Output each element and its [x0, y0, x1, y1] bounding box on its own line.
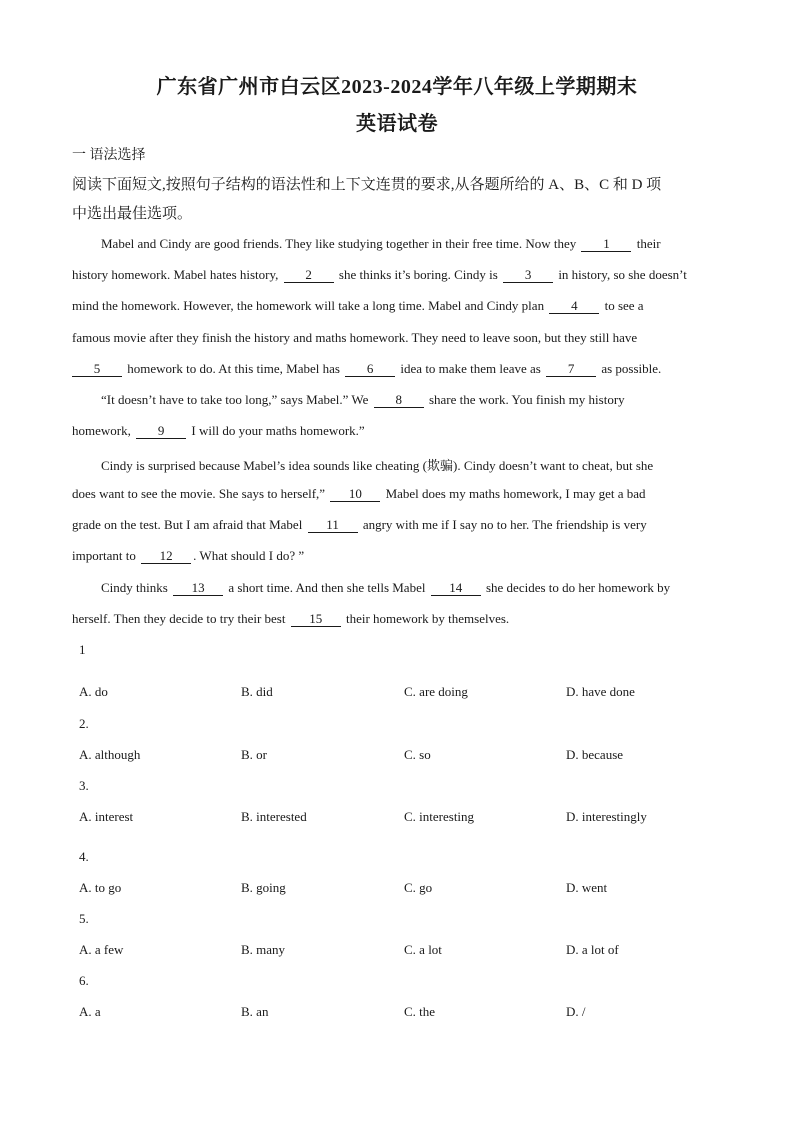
passage-line-3 — [72, 298, 644, 314]
option-b[interactable]: B. an — [241, 1004, 269, 1019]
instructions-line2: 中选出最佳选项。 — [72, 206, 193, 222]
text: important to — [72, 548, 136, 563]
blank-11: 11 — [308, 518, 358, 533]
text: a short time. And then she tells Mabel — [228, 580, 426, 595]
option-b[interactable]: B. did — [241, 684, 273, 699]
option-b[interactable]: B. going — [241, 880, 286, 895]
option-a[interactable]: A. a few — [79, 942, 124, 957]
text: in history, so she doesn’t — [558, 267, 687, 282]
passage-line-6 — [101, 392, 625, 408]
option-a[interactable]: A. do — [79, 684, 108, 699]
option-c[interactable]: C. go — [404, 880, 433, 895]
text: as possible. — [601, 361, 662, 376]
page-title-line1: 广东省广州市白云区2023-2024学年八年级上学期期末 — [156, 76, 638, 98]
option-c[interactable]: C. the — [404, 1004, 436, 1019]
passage-line-8 — [101, 455, 653, 474]
option-c[interactable]: C. interesting — [404, 809, 475, 824]
passage-line-7 — [72, 423, 365, 439]
option-b[interactable]: B. many — [241, 942, 286, 957]
option-c[interactable]: C. a lot — [404, 942, 442, 957]
text: idea to make them leave as — [400, 361, 541, 376]
blank-6: 6 — [345, 362, 395, 377]
text: she thinks it’s boring. Cindy is — [338, 267, 498, 282]
blank-14: 14 — [431, 581, 481, 596]
passage-line-10 — [72, 517, 647, 533]
blank-4: 4 — [549, 299, 599, 314]
passage-line-5 — [72, 361, 661, 377]
blank-8: 8 — [374, 393, 424, 408]
passage-line-2 — [72, 267, 687, 283]
blank-2: 2 — [284, 268, 334, 283]
option-d[interactable]: D. / — [566, 1004, 586, 1019]
text: does want to see the movie. She says to herself,” — [72, 486, 326, 501]
page-title-line2: 英语试卷 — [356, 113, 438, 135]
passage-line-13 — [72, 611, 509, 627]
option-a[interactable]: A. interest — [79, 809, 134, 824]
option-d[interactable]: D. because — [566, 747, 624, 762]
blank-9: 9 — [136, 424, 186, 439]
question-number: 1 — [79, 642, 86, 657]
question-number: 3. — [79, 778, 89, 793]
text: she decides to do her homework by — [485, 580, 671, 595]
text: mind the homework. However, the homework will take a long time. Mabel and Cindy plan — [72, 298, 545, 313]
passage-line-4 — [72, 330, 637, 346]
option-a[interactable]: A. a — [79, 1004, 101, 1019]
text: . What should I do? ” — [193, 548, 305, 563]
option-b[interactable]: B. or — [241, 747, 267, 762]
text: angry with me if I say no to her. The friendship is very — [362, 517, 647, 532]
question-number: 6. — [79, 973, 89, 988]
text: Mabel does my maths homework, I may get a bad — [385, 486, 646, 501]
text: history homework. Mabel hates history, — [72, 267, 279, 282]
blank-1: 1 — [581, 237, 631, 252]
text: their homework by themselves. — [345, 611, 510, 626]
blank-3: 3 — [503, 268, 553, 283]
blank-10: 10 — [330, 487, 380, 502]
text: Cindy is surprised because Mabel’s idea sounds like cheating (欺骗). Cindy doesn’t want to cheat, but she — [101, 458, 654, 473]
question-number: 4. — [79, 849, 89, 864]
blank-15: 15 — [291, 612, 341, 627]
section-heading: 一 语法选择 — [72, 148, 146, 163]
option-c[interactable]: C. so — [404, 747, 431, 762]
text: “It doesn’t have to take too long,” says Mabel.” We — [101, 392, 369, 407]
text: grade on the test. But I am afraid that Mabel — [72, 517, 303, 532]
text: homework, — [72, 423, 131, 438]
passage-line-12 — [101, 580, 670, 596]
blank-5: 5 — [72, 362, 122, 377]
option-b[interactable]: B. interested — [241, 809, 307, 824]
instructions-line1: 阅读下面短文,按照句子结构的语法性和上下文连贯的要求,从各题所给的 A、B、C 和 D 项 — [72, 177, 662, 193]
text: Cindy thinks — [101, 580, 168, 595]
text: homework to do. At this time, Mabel has — [127, 361, 340, 376]
blank-7: 7 — [546, 362, 596, 377]
question-number: 2. — [79, 716, 89, 731]
text: share the work. You finish my history — [428, 392, 625, 407]
passage-line-9 — [72, 486, 646, 502]
question-number: 5. — [79, 911, 89, 926]
passage-line-11 — [72, 548, 304, 564]
text: to see a — [604, 298, 644, 313]
text: I will do your maths homework.” — [191, 423, 365, 438]
option-d[interactable]: D. interestingly — [566, 809, 647, 824]
option-a[interactable]: A. to go — [79, 880, 122, 895]
blank-13: 13 — [173, 581, 223, 596]
option-d[interactable]: D. went — [566, 880, 608, 895]
option-c[interactable]: C. are doing — [404, 684, 468, 699]
blank-12: 12 — [141, 549, 191, 564]
option-d[interactable]: D. a lot of — [566, 942, 619, 957]
option-a[interactable]: A. although — [79, 747, 141, 762]
text: herself. Then they decide to try their best — [72, 611, 286, 626]
text: Mabel and Cindy are good friends. They like studying together in their free time. Now they — [101, 236, 577, 251]
text: their — [636, 236, 661, 251]
passage-line-1 — [101, 236, 661, 252]
option-d[interactable]: D. have done — [566, 684, 635, 699]
text: famous movie after they finish the history and maths homework. They need to leave soon, but they still have — [72, 330, 638, 345]
